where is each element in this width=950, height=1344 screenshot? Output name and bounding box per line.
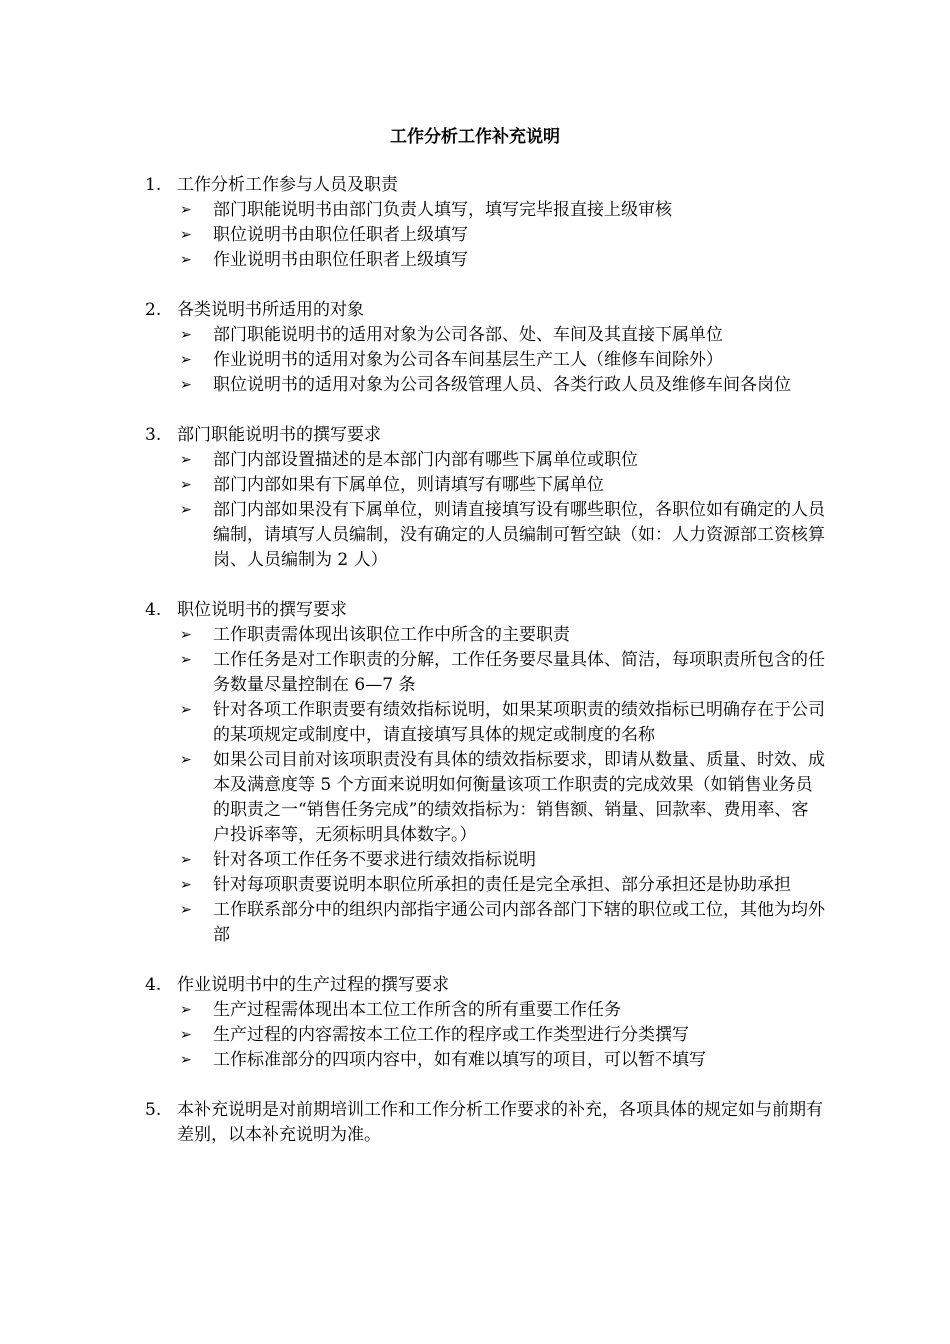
list-item-text: 针对每项职责要说明本职位所承担的责任是完全承担、部分承担还是协助承担: [213, 875, 791, 895]
section-number: 5.: [145, 1100, 162, 1120]
arrowhead-bullet-icon: ➢: [180, 652, 192, 668]
arrowhead-bullet-icon: ➢: [180, 352, 192, 368]
arrowhead-bullet-icon: ➢: [180, 1002, 192, 1018]
list-item-text: 部门职能说明书的适用对象为公司各部、处、车间及其直接下属单位: [213, 325, 723, 345]
bullet-list: [145, 623, 825, 948]
list-item-text: 针对各项工作任务不要求进行绩效指标说明: [213, 850, 536, 870]
section-heading-text: 工作分析工作参与人员及职责: [177, 175, 398, 195]
bullet-list: [145, 998, 825, 1073]
section: [145, 598, 825, 948]
arrowhead-bullet-icon: ➢: [180, 1027, 192, 1043]
list-item: [145, 998, 825, 1023]
arrowhead-bullet-icon: ➢: [180, 477, 192, 493]
list-item-text: 部门内部如果有下属单位，则请填写有哪些下属单位: [213, 475, 604, 495]
list-item: [145, 748, 825, 848]
list-item-text: 职位说明书由职位任职者上级填写: [213, 225, 468, 245]
section: [145, 173, 825, 273]
list-item-text: 如果公司目前对该项职责没有具体的绩效指标要求，即请从数量、质量、时效、成本及满意度等 5 个方面来说明如何衡量该项工作职责的完成效果（如销售业务员的职责之一“销售任务完成”的绩效指标为：销售额、销量、回款率、费用率、客户投诉率等，无须标明具体数字。）: [213, 750, 825, 845]
arrowhead-bullet-icon: ➢: [180, 702, 192, 718]
list-item: [145, 223, 825, 248]
arrowhead-bullet-icon: ➢: [180, 852, 192, 868]
section-heading: [145, 298, 825, 323]
list-item: [145, 848, 825, 873]
list-item: [145, 498, 825, 573]
list-item-text: 部门职能说明书由部门负责人填写，填写完毕报直接上级审核: [213, 200, 672, 220]
list-item: [145, 348, 825, 373]
list-item-text: 工作任务是对工作职责的分解，工作任务要尽量具体、简洁，每项职责所包含的任务数量尽量控制在 6—7 条: [213, 650, 825, 695]
section-heading-text: 作业说明书中的生产过程的撰写要求: [177, 975, 449, 995]
arrowhead-bullet-icon: ➢: [180, 502, 192, 518]
section: [145, 298, 825, 398]
section-heading-text: 职位说明书的撰写要求: [177, 600, 347, 620]
section-heading-text: 各类说明书所适用的对象: [177, 300, 364, 320]
list-item-text: 工作标准部分的四项内容中，如有难以填写的项目，可以暂不填写: [213, 1050, 706, 1070]
list-item-text: 作业说明书由职位任职者上级填写: [213, 250, 468, 270]
list-item: [145, 898, 825, 948]
list-item: [145, 373, 825, 398]
section-heading: [145, 173, 825, 198]
section: [145, 973, 825, 1073]
arrowhead-bullet-icon: ➢: [180, 877, 192, 893]
closing-text: 本补充说明是对前期培训工作和工作分析工作要求的补充，各项具体的规定如与前期有差别，以本补充说明为准。: [177, 1100, 823, 1145]
arrowhead-bullet-icon: ➢: [180, 902, 192, 918]
list-item: [145, 323, 825, 348]
list-item-text: 部门内部设置描述的是本部门内部有哪些下属单位或职位: [213, 450, 638, 470]
list-item: [145, 248, 825, 273]
list-item-text: 工作联系部分中的组织内部指宇通公司内部各部门下辖的职位或工位，其他为均外部: [213, 900, 825, 945]
list-item: [145, 198, 825, 223]
section-heading: [145, 973, 825, 998]
list-item-text: 职位说明书的适用对象为公司各级管理人员、各类行政人员及维修车间各岗位: [213, 375, 791, 395]
list-item: [145, 873, 825, 898]
list-item-text: 生产过程的内容需按本工位工作的程序或工作类型进行分类撰写: [213, 1025, 689, 1045]
list-item: [145, 623, 825, 648]
list-item: [145, 448, 825, 473]
section-heading-text: 部门职能说明书的撰写要求: [177, 425, 381, 445]
section-number: 4.: [145, 975, 162, 995]
bullet-list: [145, 448, 825, 573]
list-item-text: 作业说明书的适用对象为公司各车间基层生产工人（维修车间除外）: [213, 350, 723, 370]
arrowhead-bullet-icon: ➢: [180, 452, 192, 468]
list-item: [145, 1023, 825, 1048]
arrowhead-bullet-icon: ➢: [180, 1052, 192, 1068]
section: [145, 423, 825, 573]
list-item-text: 工作职责需体现出该职位工作中所含的主要职责: [213, 625, 570, 645]
list-item-text: 生产过程需体现出本工位工作所含的所有重要工作任务: [213, 1000, 621, 1020]
arrowhead-bullet-icon: ➢: [180, 202, 192, 218]
section-number: 4.: [145, 600, 162, 620]
section-number: 1.: [145, 175, 162, 195]
list-item-text: 针对各项工作职责要有绩效指标说明，如果某项职责的绩效指标已明确存在于公司的某项规定或制度中，请直接填写具体的规定或制度的名称: [213, 700, 825, 745]
list-item: [145, 698, 825, 748]
arrowhead-bullet-icon: ➢: [180, 752, 192, 768]
arrowhead-bullet-icon: ➢: [180, 252, 192, 268]
arrowhead-bullet-icon: ➢: [180, 227, 192, 243]
bullet-list: [145, 323, 825, 398]
list-item: [145, 473, 825, 498]
list-item: [145, 648, 825, 698]
document-body: [145, 173, 825, 1148]
arrowhead-bullet-icon: ➢: [180, 327, 192, 343]
arrowhead-bullet-icon: ➢: [180, 627, 192, 643]
list-item: [145, 1048, 825, 1073]
section-heading: [145, 598, 825, 623]
arrowhead-bullet-icon: ➢: [180, 377, 192, 393]
section-number: 3.: [145, 425, 162, 445]
bullet-list: [145, 198, 825, 273]
document-title: 工作分析工作补充说明: [390, 127, 560, 147]
closing-paragraph: [145, 1098, 825, 1148]
section-heading: [145, 423, 825, 448]
list-item-text: 部门内部如果没有下属单位，则请直接填写设有哪些职位，各职位如有确定的人员编制，请填写人员编制，没有确定的人员编制可暂空缺（如：人力资源部工资核算岗、人员编制为 2 人）: [213, 500, 825, 570]
section-number: 2.: [145, 300, 162, 320]
